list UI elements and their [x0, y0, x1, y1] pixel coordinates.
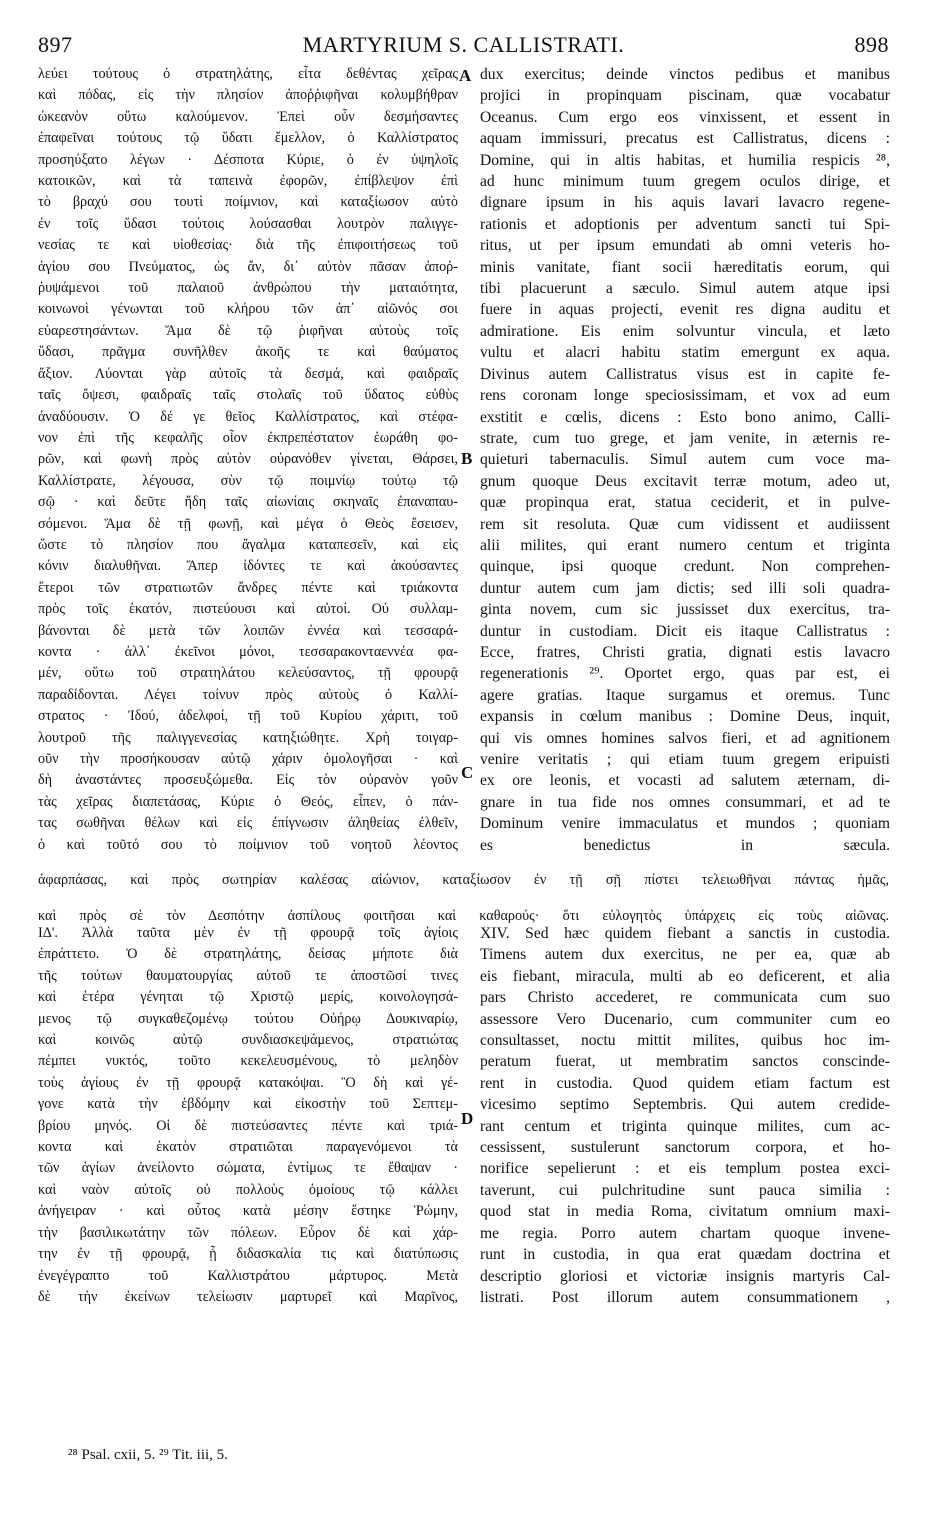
greek-text-line: κατοικῶν, καὶ τὰ ταπεινὰ ἐφορῶν, ἐπίβλεψον ἐπὶ	[38, 173, 458, 190]
latin-text-line: alii milites, qui erant numero centum et triginta	[480, 536, 890, 554]
greek-text-line: κοντα · ἀλλ᾽ ἐκεῖνοι μόνοι, τεσσαρακονταεννέα φα-	[38, 643, 458, 660]
latin-text-line: rant centum et triginta quinque milites, cum ac-	[480, 1117, 890, 1135]
latin-text-line: aquam immissuri, precatus est Callistratus, dicens :	[480, 130, 890, 148]
latin-text-line: ginta novem, cum sic jussisset dux exercitus, tra-	[480, 601, 890, 619]
latin-text-line: projici in propinquam piscinam, quæ vocabatur	[480, 87, 890, 105]
footnotes: ²⁸ Psal. cxii, 5. ²⁹ Tit. iii, 5.	[68, 1447, 228, 1463]
latin-text-line: duntur autem cum jam dictis; sed illi soli quadra-	[480, 579, 890, 597]
latin-text-line: gnare in tua fide nos omnes consummari, et ad te	[480, 793, 890, 811]
latin-text-line: Ecce, fratres, Christi gratia, dignati estis lavacro	[480, 643, 890, 661]
latin-text-line: vicesimo septimo Septembris. Qui autem credide-	[480, 1096, 890, 1114]
latin-text-line: peratum fuerat, ut membratim sanctos conscinde-	[480, 1053, 890, 1071]
greek-column-bottom	[38, 923, 458, 1308]
latin-text-line: Oceanus. Cum ergo eos vinxissent, et essent in	[480, 108, 890, 126]
latin-text-line: assessore Vero Ducenario, cum communiter cum eo	[480, 1010, 890, 1028]
latin-text-line: descriptio gloriosi et victoriæ insignis martyris Cal-	[480, 1267, 890, 1285]
greek-text-line: κόνιν διαλυθῆναι. Ἅπερ ἰδόντες τε καὶ ἀκούσαντες	[38, 558, 458, 575]
latin-text-line: gnum quoque Deus excitavit terræ motum, adeo ut,	[480, 472, 890, 490]
greek-text-line: προσηύξατο λέγων · Δέσποτα Κύριε, ὁ ἐν ὑψηλοῖς	[38, 151, 458, 168]
latin-text-line: quod stat in media Roma, civitatum omnium maxi-	[480, 1203, 890, 1221]
greek-text-line: τὰς χεῖρας διαπετάσας, Κύριε ὁ Θεός, εἶπεν, ὁ πάν-	[38, 793, 458, 810]
latin-column-top	[480, 64, 890, 856]
greek-text-line: νεσίας τε καὶ υἱοθεσίας· διὰ τῆς ἐπιφοιτήσεως τοῦ	[38, 237, 458, 254]
greek-text-line: ὠκεανὸν οὕτω καλούμενον. Ἐπεὶ οὖν δεσμήσαντες	[38, 108, 458, 125]
latin-text-line: tibi placuerunt a sæculo. Simul autem atque ipsi	[480, 280, 890, 298]
latin-text-line: rens coronam longe speciosissimam, et vox ad eum	[480, 387, 890, 405]
greek-text-line: τῶν ἁγίων ἀνείλοντο σώματα, ἐντίμως τε ἔθαψαν ·	[38, 1160, 458, 1177]
latin-text-line: dux exercitus; deinde vinctos pedibus et manibus	[480, 66, 890, 83]
latin-text-line: admiratione. Eis enim solvuntur vincula, et læto	[480, 322, 890, 340]
latin-text-line: consultasset, noctu mittit milites, quibus hoc im-	[480, 1032, 890, 1050]
latin-text-line: dignare ipsum in his aquis lavari lavacro regene-	[480, 194, 890, 212]
greek-text-line: ἀφαρπάσας, καὶ πρὸς σωτηρίαν καλέσας αἰώνιον, καταξίωσον ἐν τῇ σῇ πίστει τελειωθῆναι πάντας ἡμᾶς,	[38, 872, 889, 889]
greek-text-line: ἐπράττετο. Ὁ δὲ στρατηλάτης, δείσας μήποτε διὰ	[38, 946, 458, 963]
greek-text-line: ἀναδύουσιν. Ὁ δέ γε θεῖος Καλλίστρατος, καὶ στέφα-	[38, 408, 458, 425]
greek-text-line: καὶ ἑτέρα γένηται τῷ Χριστῷ μερίς, κοινολογησά-	[38, 989, 458, 1006]
greek-text-line: Καλλίστρατε, λέγουσα, σὺν τῷ ποιμνίῳ τούτῳ τῷ	[38, 472, 458, 489]
latin-text-line: es benedictus in sæcula.	[480, 836, 890, 854]
greek-text-line: καὶ πόδας, εἰς τὴν πλησίον ἀποῤῥιφῆναι κολυμβήθραν	[38, 87, 458, 104]
greek-text-line: στρατος · Ἰδού, ἀδελφοί, τῇ τοῦ Κυρίου χάριτι, τοῦ	[38, 708, 458, 725]
latin-text-line: rent in custodia. Quod quidem etiam factum est	[480, 1074, 890, 1092]
greek-text-line: εὐαρεστησάντων. Ἅμα δὲ τῷ ῥιφῆναι αὐτοὺς τοῖς	[38, 322, 458, 339]
greek-text-line: τῆς τούτων θαυματουργίας αὐτοῦ τε ἀποστῶσί τινες	[38, 967, 458, 984]
latin-text-line: exstitit e cœlis, dicens : Esto bono animo, Calli-	[480, 408, 890, 426]
latin-text-line: me regia. Porro autem chartam quoque invene-	[480, 1224, 890, 1242]
greek-text-line: ἐνεγέγραπτο τοῦ Καλλιστράτου μάρτυρος. Μετὰ	[38, 1267, 458, 1284]
latin-text-line: venire veritatis ; qui etiam tuum gregem eripuisti	[480, 751, 890, 768]
latin-text-line: quinque, ipsi quoque credunt. Non comprehen-	[480, 558, 890, 576]
greek-text-line: πρὸς τοῖς ἑκατόν, πιστεύουσι καὶ αὐτοί. Οὐ συλλαμ-	[38, 601, 458, 618]
latin-text-line: Timens autem dux exercitus, ne per ea, quæ ab	[480, 946, 890, 964]
latin-text-line: runt in custodia, in qua erat quædam doctrina et	[480, 1246, 890, 1264]
greek-text-line: καὶ κοινῶς αὐτῷ συνδιασκεψάμενος, στρατιώτας	[38, 1032, 458, 1049]
page-number-left: 897	[38, 32, 73, 57]
greek-column-top	[38, 64, 458, 856]
page-number-right: 898	[854, 32, 889, 57]
greek-text-line: ὁ καὶ τοῦτό σου τὸ ποίμνιον τοῦ νοητοῦ λέοντος	[38, 836, 458, 853]
greek-text-line: καὶ ναὸν αὐτοῖς οὐ πολλοὺς ὁμοίους τῷ κάλλει	[38, 1181, 458, 1198]
greek-text-line: κοινωνοὶ γένωνται τοῦ κλήρου τῶν ἀπ᾽ αἰῶνός σοι	[38, 301, 458, 318]
greek-text-line: γονε κατὰ τὴν ἑβδόμην καὶ εἰκοστὴν τοῦ Σεπτεμ-	[38, 1096, 458, 1113]
latin-text-line: ex ore leonis, et vocasti ad salutem æternam, di-	[480, 772, 890, 790]
latin-text-line: pars Christo accederet, re communicata cum suo	[480, 989, 890, 1007]
latin-text-line: quieturi tabernaculis. Simul autem cum voce ma-	[480, 451, 890, 469]
latin-text-line: ad hunc minimum tuum gregem oculos dirige, et	[480, 173, 890, 191]
latin-text-line: minis vanitate, fiant socii hæreditatis eorum, qui	[480, 258, 890, 276]
greek-text-line: οῦν τὴν προσήκουσαν αὐτῷ χάριν ὁμολογῆσαι · καὶ	[38, 751, 458, 767]
greek-text-line: δὴ ἀναστάντες προσευξώμεθα. Εἰς τὸν οὐρανὸν γοῦν	[38, 772, 458, 789]
latin-text-line: quæ propinqua erat, statua ceciderit, et in pulve-	[480, 494, 890, 512]
greek-text-line: ἄξιον. Λύονται γὰρ αὐτοῖς τὰ δεσμά, καὶ φαιδραῖς	[38, 365, 458, 382]
greek-text-line: παραδίδονται. Λέγει τοίνυν πρὸς αὐτοὺς ὁ Καλλί-	[38, 686, 458, 703]
greek-text-line: ταῖς ὄψεσι, φαιδραῖς ταῖς στολαῖς τοῦ ὕδατος εὐθὺς	[38, 387, 458, 404]
margin-marker-a: A	[459, 66, 472, 85]
latin-text-line: Divinus autem Callistratus visus est in capite fe-	[480, 365, 890, 383]
greek-text-line: την ἐν τῇ φρουρᾷ, ᾗ διδασκαλία τις καὶ διατύπωσις	[38, 1246, 458, 1263]
latin-text-line: norifice sepelierunt : et eis templum postea exci-	[480, 1160, 890, 1178]
greek-text-line: λουτροῦ τῆς παλιγγενεσίας κατηξιώθητε. Χρὴ τοιγαρ-	[38, 729, 458, 746]
greek-text-line: σόμενοι. Ἅμα δὲ τῇ φωνῇ, καὶ μέγα ὁ Θεὸς ἔσεισεν,	[38, 515, 458, 532]
greek-text-line: ἐπαφεῖναι τούτους τῷ ὕδατι ἔμελλον, ὁ Καλλίστρατος	[38, 130, 458, 147]
latin-text-line: agere gratias. Itaque surgamus et oremus. Tunc	[480, 686, 890, 704]
greek-text-line: καὶ πρὸς σὲ τὸν Δεσπότην ἀσπίλους φοιτῆσαι καὶ καθαρούς· ὅτι εὐλογητὸς ὑπάρχεις εἰς τοὺς αἰῶνας.	[38, 907, 889, 924]
greek-text-line: δὲ τὴν ἐκείνων τελείωσιν μαρτυρεῖ καὶ Μαρῖνος,	[38, 1288, 458, 1305]
latin-text-line: Domine, qui in altis habitas, et humilia respicis ²⁸,	[480, 151, 890, 169]
greek-text-line: τας σωθῆναι θέλων καὶ εἰς ἐπίγνωσιν ἀληθείας ἐλθεῖν,	[38, 815, 458, 832]
greek-text-line: νον ἐπὶ τῆς κεφαλῆς οἷον ἐκπρεπέστατον ἑωράθη φο-	[38, 429, 458, 446]
greek-text-line: βάνονται δὲ μετὰ τῶν λοιπῶν ἐννέα καὶ τεσσαρά-	[38, 622, 458, 639]
latin-text-line: rationis et adoptionis per adventum sancti tui Spi-	[480, 215, 890, 233]
greek-text-line: ΙΔ'. Ἀλλὰ ταῦτα μὲν ἐν τῇ φρουρᾷ τοῖς ἁγίοις	[38, 925, 458, 941]
greek-text-line: ἕτεροι τῶν στρατιωτῶν ἄνδρες πέντε καὶ τριάκοντα	[38, 579, 458, 596]
margin-marker-d: D	[461, 1109, 474, 1128]
greek-text-line: μέν, οὕτω τοῦ στρατηλάτου κελεύσαντος, τῇ φρουρᾷ	[38, 665, 458, 682]
latin-text-line: expansis in cœlum manibus : Domine Deus, inquit,	[480, 708, 890, 726]
latin-text-line: regenerationis ²⁹. Oportet ergo, quas par est, ei	[480, 665, 890, 683]
greek-text-line: τὸ βραχύ σου τουτὶ ποίμνιον, καὶ καταξίωσον αὐτὸ	[38, 194, 458, 211]
greek-text-line: ἁγίου σου Πνεύματος, ὡς ἄν, δι᾽ αὐτὸν πᾶσαν ἀποῤ-	[38, 258, 458, 275]
greek-text-line: σῷ · καὶ δεῦτε ἤδη ταῖς αἰωνίαις σκηναῖς ἐπαναπαυ-	[38, 494, 458, 511]
greek-text-line: ἀνήγειραν · καὶ οὗτος κατὰ μέσην ἕστηκε Ῥώμην,	[38, 1203, 458, 1220]
margin-marker-c: C	[461, 763, 474, 782]
latin-column-bottom	[480, 923, 890, 1308]
latin-text-line: taverunt, cui pulchritudine sunt pauca similia :	[480, 1181, 890, 1199]
greek-text-line: κοντα καὶ ἑκατὸν στρατιῶται παραγενόμενοι τὰ	[38, 1139, 458, 1156]
running-title: MARTYRIUM S. CALLISTRATI.	[302, 32, 625, 57]
latin-text-line: qui vis omnes homines salvos fieri, et ad agnitionem	[480, 729, 890, 747]
greek-text-line: ὥστε τὸ πλησίον που ἄγαλμα καταπεσεῖν, καὶ εἰς	[38, 536, 458, 553]
greek-text-line: τὴν βασιλικωτάτην τῶν πόλεων. Εὗρον δὲ καὶ χάρ-	[38, 1224, 458, 1241]
latin-text-line: listrati. Post illorum autem consummationem ,	[480, 1288, 890, 1306]
latin-text-line: fuere in aquas projecti, evenit res digna auditu et	[480, 301, 890, 319]
greek-text-line: μενος τῷ συγκαθεζομένῳ τούτου Οὐήρῳ Δουκιναρίῳ,	[38, 1010, 458, 1027]
page-header	[38, 32, 889, 60]
latin-text-line: XIV. Sed hæc quidem fiebant a sanctis in custodia.	[480, 925, 890, 942]
greek-text-line: ἐν τοῖς ὕδασι τούτοις λούσασθαι λουτρὸν παλιγγε-	[38, 215, 458, 232]
latin-text-line: rem sit resoluta. Quæ cum vidissent et audiissent	[480, 515, 890, 533]
margin-marker-b: B	[461, 449, 473, 468]
greek-text-line: ρῶν, καὶ φωνὴ πρὸς αὐτὸν οὐρανόθεν γίνεται, Θάρσει,	[38, 451, 458, 468]
latin-text-line: eis fiebant, miracula, multi ab eo deficerent, et alia	[480, 967, 890, 985]
greek-text-line: τοὺς ἁγίους ἐν τῇ φρουρᾷ κατακόψαι. Ὃ δὴ καὶ γέ-	[38, 1074, 458, 1091]
greek-text-line: ῥυψάμενοι τοῦ παλαιοῦ ἀνθρώπου τὴν ματαιότητα,	[38, 280, 458, 297]
greek-text-line: ὕδασι, πρᾶγμα συνῆλθεν ἀκοῆς τε καὶ θαύματος	[38, 344, 458, 361]
latin-text-line: ritus, ut per ipsum emundati ab omni veteris ho-	[480, 237, 890, 255]
latin-text-line: duntur in custodiam. Dicit eis itaque Callistratus :	[480, 622, 890, 640]
greek-text-line: πέμπει νυκτός, τοῦτο κεκελευσμένους, τὸ μεληδὸν	[38, 1053, 458, 1070]
latin-text-line: Dominum venire immaculatus et mundos ; quoniam	[480, 815, 890, 833]
greek-text-line: βρίου μηνός. Οἱ δὲ πιστεύσαντες πέντε καὶ τριά-	[38, 1117, 458, 1134]
latin-text-line: vultu et alacri habitu statim emergunt ex aqua.	[480, 344, 890, 362]
latin-text-line: cessissent, sustulerunt sanctorum corpora, et ho-	[480, 1139, 890, 1157]
latin-text-line: strate, cum tuo grege, et jam venite, in æternis re-	[480, 429, 890, 447]
greek-text-line: λεύει τούτους ὁ στρατηλάτης, εἶτα δεθέντας χεῖρας	[38, 66, 458, 82]
